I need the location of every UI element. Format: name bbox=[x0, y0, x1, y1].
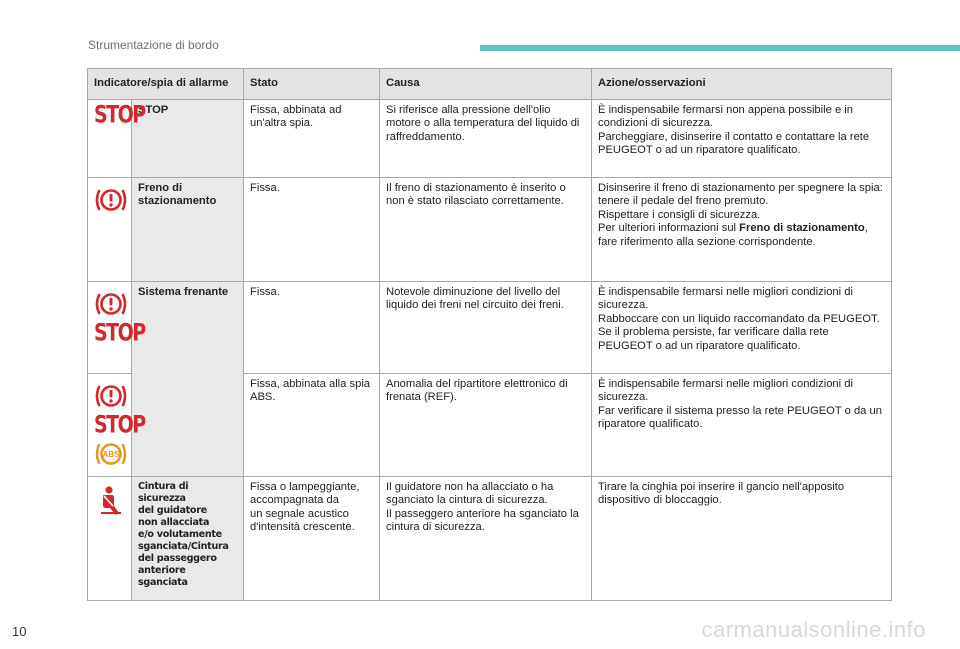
indicator-name: Sistema frenante bbox=[132, 282, 244, 477]
stato-cell: Fissa, abbinata alla spia ABS. bbox=[244, 374, 380, 477]
azione-line: Parcheggiare, disinserire il contatto e contattare la rete PEUGEOT o ad un riparatore qualificato. bbox=[598, 130, 870, 157]
brake-warning-icon bbox=[94, 382, 128, 410]
azione-line: Far verificare il sistema presso la rete PEUGEOT o da un riparatore qualificato. bbox=[598, 404, 882, 431]
stato-cell: Fissa. bbox=[244, 178, 380, 282]
stop-warning-icon: STOP bbox=[94, 411, 145, 439]
stato-cell bbox=[244, 477, 380, 601]
ref-prefix: Per ulteriori informazioni sul bbox=[598, 222, 740, 235]
icon-cell bbox=[88, 477, 132, 601]
brake-warning-icon bbox=[94, 186, 128, 214]
azione-line: Disinserire il freno di stazionamento per spegnere la spia: tenere il pedale del freno premuto. bbox=[598, 182, 883, 208]
col-header-azione: Azione/osservazioni bbox=[592, 69, 892, 100]
table-row bbox=[88, 100, 892, 178]
abs-label: ABS bbox=[102, 450, 120, 459]
causa-line: Il guidatore non ha allacciato o ha sganciato la cintura di sicurezza. bbox=[386, 481, 554, 507]
col-header-causa: Causa bbox=[380, 69, 592, 100]
stato-line: un segnale acustico bbox=[250, 507, 349, 520]
azione-cell bbox=[592, 282, 892, 374]
table-row bbox=[88, 282, 892, 374]
name-line: Cintura di sicurezza bbox=[138, 481, 189, 504]
stop-warning-icon: STOP bbox=[94, 101, 145, 129]
abs-warning-icon bbox=[94, 440, 128, 468]
indicator-name: STOP bbox=[132, 100, 244, 178]
name-line: non allacciata bbox=[138, 517, 210, 528]
causa-cell: Il freno di stazionamento è inserito o non è stato rilasciato correttamente. bbox=[380, 178, 592, 282]
ref-suffix: , fare riferimento alla sezione corrispondente. bbox=[598, 222, 868, 248]
azione-line: È indispensabile fermarsi nelle migliori condizioni di sicurezza. bbox=[598, 286, 853, 312]
stop-warning-icon: STOP bbox=[94, 319, 145, 347]
causa-cell bbox=[380, 477, 592, 601]
name-line: del guidatore bbox=[138, 505, 207, 516]
col-header-indicator: Indicatore/spia di allarme bbox=[88, 69, 244, 100]
azione-cell bbox=[592, 477, 892, 601]
azione-cell bbox=[592, 178, 892, 282]
icon-cell bbox=[88, 100, 145, 178]
table-row bbox=[88, 178, 892, 282]
azione-line: Rispettare i consigli di sicurezza. bbox=[598, 208, 761, 221]
watermark: carmanualsonline.info bbox=[701, 617, 926, 642]
azione-line: È indispensabile fermarsi nelle migliori condizioni di sicurezza. bbox=[598, 378, 853, 404]
icon-cell bbox=[88, 374, 145, 477]
name-line: anteriore sganciata bbox=[138, 565, 188, 588]
stato-line: Fissa o lampeggiante, bbox=[250, 481, 360, 493]
stato-line: accompagnata da bbox=[250, 494, 339, 507]
header-accent-bar bbox=[480, 45, 960, 51]
indicator-name: Freno di stazionamento bbox=[132, 178, 244, 282]
col-header-stato: Stato bbox=[244, 69, 380, 100]
azione-line: Rabboccare con un liquido raccomandato da PEUGEOT. bbox=[598, 312, 880, 325]
azione-cell bbox=[592, 374, 892, 477]
warning-lights-table bbox=[87, 68, 892, 601]
stato-cell: Fissa. bbox=[244, 282, 380, 374]
stato-line: d'intensità crescente. bbox=[250, 521, 355, 534]
ref-bold: Freno di stazionamento bbox=[739, 222, 865, 235]
page-number: 10 bbox=[12, 624, 27, 639]
azione-line bbox=[598, 222, 885, 249]
name-line: sganciata/Cintura bbox=[138, 541, 229, 552]
causa-cell: Notevole diminuzione del livello del liquido dei freni nel circuito dei freni. bbox=[380, 282, 592, 374]
azione-cell bbox=[592, 100, 892, 178]
indicator-name bbox=[132, 477, 244, 601]
table-header-row bbox=[88, 69, 892, 100]
name-line: e/o volutamente bbox=[138, 529, 222, 540]
seatbelt-warning-icon bbox=[95, 485, 125, 519]
stato-cell: Fissa, abbinata ad un'altra spia. bbox=[244, 100, 380, 178]
icon-cell bbox=[88, 178, 132, 282]
causa-cell: Anomalia del ripartitore elettronico di frenata (REF). bbox=[380, 374, 592, 477]
azione-line: È indispensabile fermarsi non appena possibile e in condizioni di sicurezza. bbox=[598, 104, 853, 130]
name-line: del passeggero bbox=[138, 553, 217, 564]
azione-line: Tirare la cinghia poi inserire il gancio nell'apposito dispositivo di bloccaggio. bbox=[598, 481, 845, 507]
icon-cell bbox=[88, 282, 145, 374]
section-title: Strumentazione di bordo bbox=[88, 38, 219, 52]
table-row bbox=[88, 477, 892, 601]
causa-line: Il passeggero anteriore ha sganciato la cintura di sicurezza. bbox=[386, 507, 579, 534]
brake-warning-icon bbox=[94, 290, 128, 318]
causa-cell: Si riferisce alla pressione dell'olio motore o alla temperatura del liquido di raffreddamento. bbox=[380, 100, 592, 178]
azione-line: Se il problema persiste, far verificare dalla rete PEUGEOT o ad un riparatore qualificato. bbox=[598, 326, 829, 352]
